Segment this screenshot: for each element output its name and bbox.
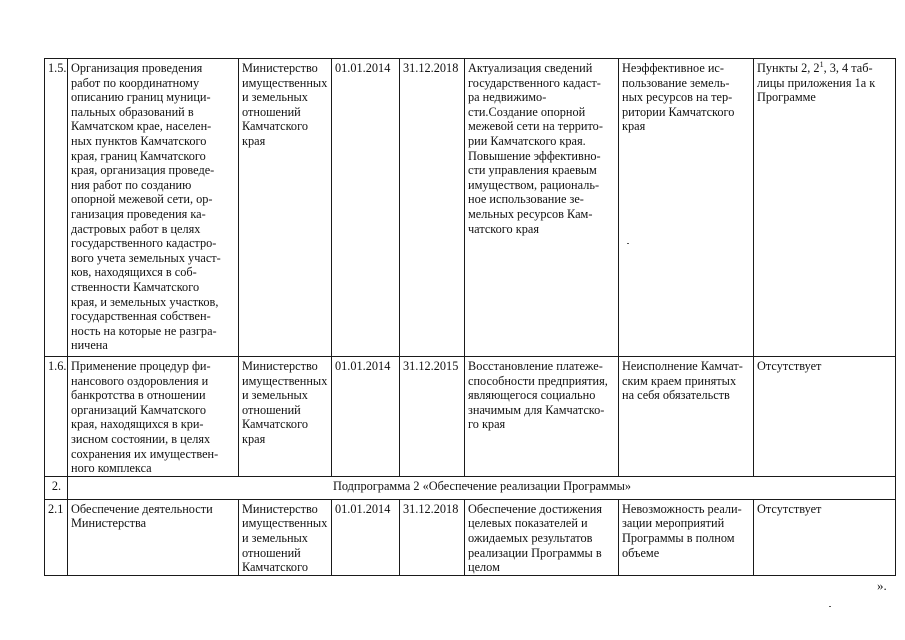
end-date: 31.12.2018 (400, 59, 465, 357)
expected-result: Обеспечение достижения целевых показателей и ожидаемых результатов реализации Программы в целом (465, 499, 619, 575)
row-number: 1.5. (45, 59, 68, 357)
non-implementation-consequence: Невозможность реали- зации мероприятий Программы в полном объеме (619, 499, 754, 575)
indicator-link-text-rest: , 3, 4 таб- лицы приложения 1а к Программе (757, 61, 876, 105)
non-implementation-consequence: Неисполнение Камчат- ским краем принятых на себя обязательств (619, 357, 754, 477)
table-row (45, 499, 896, 575)
scan-speck (627, 243, 629, 244)
activity-name: Организация проведения работ по координатному описанию границ муници- пальных образований в Камчатском крае, населен- ных пунктов Камчатского края, границ Камчатского края, организация проведе- ния работ по созданию опорной межевой сети, ор- ганизация проведения ка- дастровых работ в целях государственного кадастро- вого учета земельных участ- ков, находящихся в соб- ственности Камчатского края, и земельных участков, государственная собствен- ность на которые не разгра- ничена (68, 59, 239, 357)
expected-result: Актуализация сведений государственного кадаст- ра недвижимо- сти.Создание опорной межевой сети на террито- рии Камчатского края. Повышение эффективно- сти управления краевым имуществом, рациональ- ное использование зе- мельных ресурсов Кам- чатского края (465, 59, 619, 357)
expected-result: Восстановление платеже- способности предприятия, являющегося социально значимым для Камчатско- го края (465, 357, 619, 477)
subprogram-row (45, 476, 896, 499)
start-date: 01.01.2014 (332, 499, 400, 575)
indicator-link-text: Пункты 2, 2 (757, 61, 820, 75)
program-activities-table (44, 58, 896, 576)
scan-speck (829, 606, 831, 607)
non-implementation-consequence: Неэффективное ис- пользование земель- ных ресурсов на тер- ритории Камчатского края (619, 59, 754, 357)
start-date: 01.01.2014 (332, 357, 400, 477)
row-number: 2.1 (45, 499, 68, 575)
activity-name: Применение процедур фи- нансового оздоровления и банкротства в отношении организаций Камчатского края, находящихся в кри- зисном состоянии, в целях сохранения их имуществен- ного комплекса (68, 357, 239, 477)
end-date: 31.12.2015 (400, 357, 465, 477)
table-row (45, 59, 896, 357)
indicator-link-superscript: 1 (819, 59, 824, 69)
indicator-link: Отсутствует (754, 499, 896, 575)
responsible-executor: Министерство имущественных и земельных отношений Камчатского края (239, 59, 332, 357)
row-number: 1.6. (45, 357, 68, 477)
responsible-executor: Министерство имущественных и земельных отношений Камчатского края (239, 357, 332, 477)
subprogram-title: Подпрограмма 2 «Обеспечение реализации Программы» (68, 476, 896, 499)
closing-quote-mark: ». (877, 578, 887, 593)
indicator-link: Отсутствует (754, 357, 896, 477)
responsible-executor: Министерство имущественных и земельных отношений Камчатского (239, 499, 332, 575)
subprogram-number: 2. (45, 476, 68, 499)
table-row (45, 357, 896, 477)
end-date: 31.12.2018 (400, 499, 465, 575)
start-date: 01.01.2014 (332, 59, 400, 357)
indicator-link (754, 59, 896, 357)
activity-name: Обеспечение деятельности Министерства (68, 499, 239, 575)
